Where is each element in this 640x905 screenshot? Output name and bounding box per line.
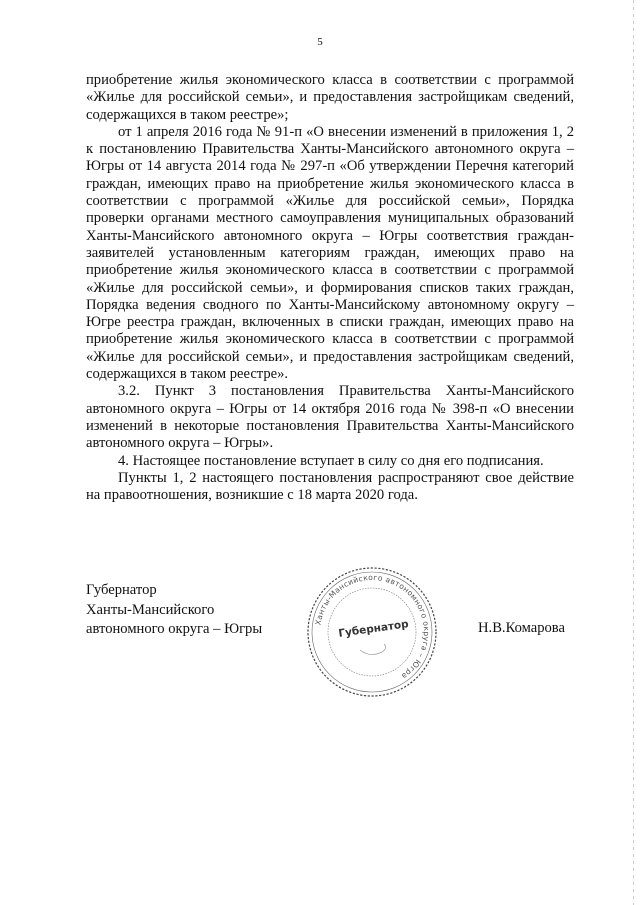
document-body [86, 72, 574, 504]
paragraph-continuation: приобретение жилья экономического класса в соответствии с программой «Жилье для российской семьи», и предоставления застройщикам сведений, содержащихся в таком реестре»; [86, 72, 574, 123]
page-number: 5 [317, 36, 323, 48]
signature-title-line: Ханты-Мансийского [86, 601, 215, 618]
signature-title-line: автономного округа – Югры [86, 621, 263, 637]
signature-title-line: Губернатор [86, 582, 157, 598]
signature-title-block [86, 581, 262, 640]
official-seal-stamp [302, 562, 442, 702]
paragraph-3-2: 3.2. Пункт 3 постановления Правительства Ханты-Мансийского автономного округа – Югры от 14 октября 2016 года № 398-п «О внесении изменений в некоторые постановления Правительства Ханты-Мансийского автономного округа – Югры». [86, 383, 574, 452]
signer-name: Н.В.Комарова [478, 620, 565, 636]
paragraph-amendment-91p: от 1 апреля 2016 года № 91-п «О внесении изменений в приложения 1, 2 к постановлению Правительства Ханты-Мансийского автономного округа – Югры от 14 августа 2014 года № 297-п «Об утверждении Перечня категорий граждан, имеющих право на приобретение жилья экономического класса в соответствии с программой «Жилье для российской семьи», Порядка проверки органами местного самоуправления муниципальных образований Ханты-Мансийского автономного округа – Югры соответствия граждан-заявителей установленным категориям граждан, имеющих право на приобретение жилья экономического класса в соответствии с программой «Жилье для российской семьи», и формирования списков таких граждан, Порядка ведения сводного по Ханты-Мансийскому автономному округу – Югре реестра граждан, включенных в списки граждан, имеющих право на приобретение жилья экономического класса в соответствии с программой «Жилье для российской семьи», и предоставления застройщикам сведений, содержащихся в таком реестре». [86, 123, 574, 383]
scan-edge-line [633, 0, 634, 905]
paragraph-4: 4. Настоящее постановление вступает в силу со дня его подписания. [118, 452, 544, 469]
paragraph-effective-date: Пункты 1, 2 настоящего постановления распространяют свое действие на правоотношения, возникшие с 18 марта 2020 года. [86, 469, 574, 504]
seal-ring-text: Ханты-Мансийского автономного округа – Югра [313, 572, 432, 681]
seal-center-text: Губернатор [337, 618, 410, 640]
